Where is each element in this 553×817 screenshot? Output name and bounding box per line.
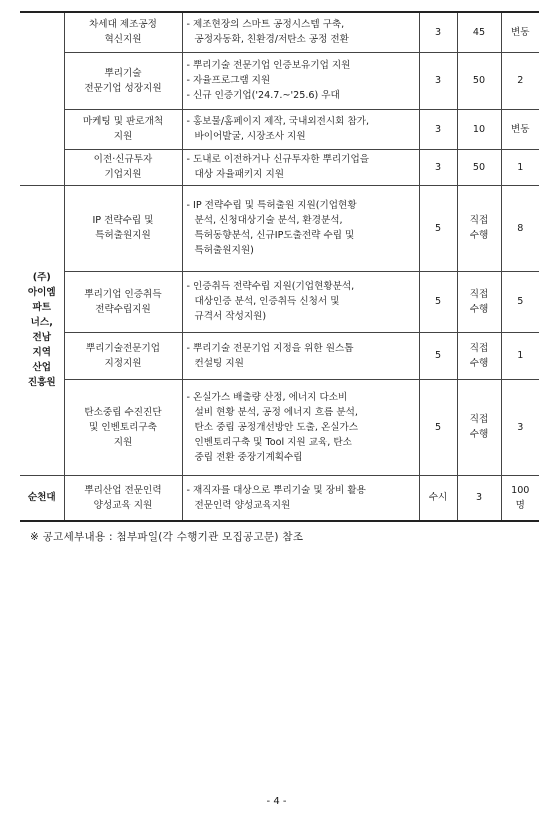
count-cell: 10 — [457, 109, 501, 149]
count-cell: 50 — [457, 149, 501, 185]
note-cell: 변동 — [501, 12, 539, 52]
table-row — [20, 379, 539, 475]
program-cell: 뿌리산업 전문인력 양성교육 지원 — [64, 475, 182, 521]
content-cell: - 재직자를 대상으로 뿌리기술 및 장비 활용 전문인력 양성교육지원 — [182, 475, 419, 521]
period-cell: 3 — [419, 109, 457, 149]
content-cell: - 홍보물/홈페이지 제작, 국내외전시회 참가, 바이어발굴, 시장조사 지원 — [182, 109, 419, 149]
table-row — [20, 12, 539, 52]
org-cell-imp: (주) 아이엠 파트 너스, 전남 지역 산업 진흥원 — [20, 185, 64, 475]
org-cell-suncheon: 순천대 — [20, 475, 64, 521]
period-cell: 5 — [419, 332, 457, 379]
program-cell: 뿌리기업 인증취득 전략수립지원 — [64, 271, 182, 332]
table-row — [20, 332, 539, 379]
note-cell: 5 — [501, 271, 539, 332]
period-cell: 수시 — [419, 475, 457, 521]
table-row — [20, 149, 539, 185]
period-cell: 3 — [419, 12, 457, 52]
note-cell: 8 — [501, 185, 539, 271]
count-cell: 50 — [457, 52, 501, 109]
period-cell: 3 — [419, 52, 457, 109]
count-cell: 45 — [457, 12, 501, 52]
note-cell: 100 명 — [501, 475, 539, 521]
note-cell: 1 — [501, 149, 539, 185]
content-cell: - IP 전략수립 및 특허출원 지원(기업현황 분석, 신청대상기술 분석, 환경분석, 특허동향분석, 신규IP도출전략 수립 및 특허출원지원) — [182, 185, 419, 271]
table-row — [20, 271, 539, 332]
count-cell: 직접 수행 — [457, 332, 501, 379]
program-cell: IP 전략수립 및 특허출원지원 — [64, 185, 182, 271]
count-cell: 3 — [457, 475, 501, 521]
content-cell: - 인증취득 전략수립 지원(기업현황분석, 대상인증 분석, 인증취득 신청서 및 규격서 작성지원) — [182, 271, 419, 332]
program-cell: 이전·신규투자 기업지원 — [64, 149, 182, 185]
count-cell: 직접 수행 — [457, 271, 501, 332]
note-cell: 변동 — [501, 109, 539, 149]
period-cell: 5 — [419, 271, 457, 332]
note-cell: 2 — [501, 52, 539, 109]
count-cell: 직접 수행 — [457, 185, 501, 271]
program-cell: 뿌리기술 전문기업 성장지원 — [64, 52, 182, 109]
program-cell: 차세대 제조공정 혁신지원 — [64, 12, 182, 52]
org-cell-top — [20, 12, 64, 185]
content-cell: - 도내로 이전하거나 신규투자한 뿌리기업을 대상 자율패키지 지원 — [182, 149, 419, 185]
program-table — [20, 11, 539, 522]
count-cell: 직접 수행 — [457, 379, 501, 475]
table-row — [20, 109, 539, 149]
content-cell: - 뿌리기술 전문기업 인증보유기업 지원 - 자율프로그램 지원 - 신규 인증기업('24.7.~'25.6) 우대 — [182, 52, 419, 109]
page-number: - 4 - — [266, 796, 287, 807]
period-cell: 5 — [419, 379, 457, 475]
content-cell: - 제조현장의 스마트 공정시스템 구축, 공정자동화, 친환경/저탄소 공정 전환 — [182, 12, 419, 52]
footnote: ※ 공고세부내용 : 첨부파일(각 수행기관 모집공고문) 참조 — [30, 531, 304, 543]
table-row — [20, 475, 539, 521]
content-cell: - 온실가스 배출량 산정, 에너지 다소비 설비 현황 분석, 공정 에너지 흐름 분석, 탄소 중립 공정개선방안 도출, 온실가스 인벤토리구축 및 Tool 지원 교육, 탄소 중립 전환 중장기계획수립 — [182, 379, 419, 475]
note-cell: 3 — [501, 379, 539, 475]
table-row — [20, 185, 539, 271]
program-cell: 뿌리기술전문기업 지정지원 — [64, 332, 182, 379]
note-cell: 1 — [501, 332, 539, 379]
period-cell: 5 — [419, 185, 457, 271]
period-cell: 3 — [419, 149, 457, 185]
program-cell: 마케팅 및 판로개척 지원 — [64, 109, 182, 149]
program-cell: 탄소중립 수진진단 및 인벤토리구축 지원 — [64, 379, 182, 475]
content-cell: - 뿌리기술 전문기업 지정을 위한 원스톱 컨설팅 지원 — [182, 332, 419, 379]
table-row — [20, 52, 539, 109]
